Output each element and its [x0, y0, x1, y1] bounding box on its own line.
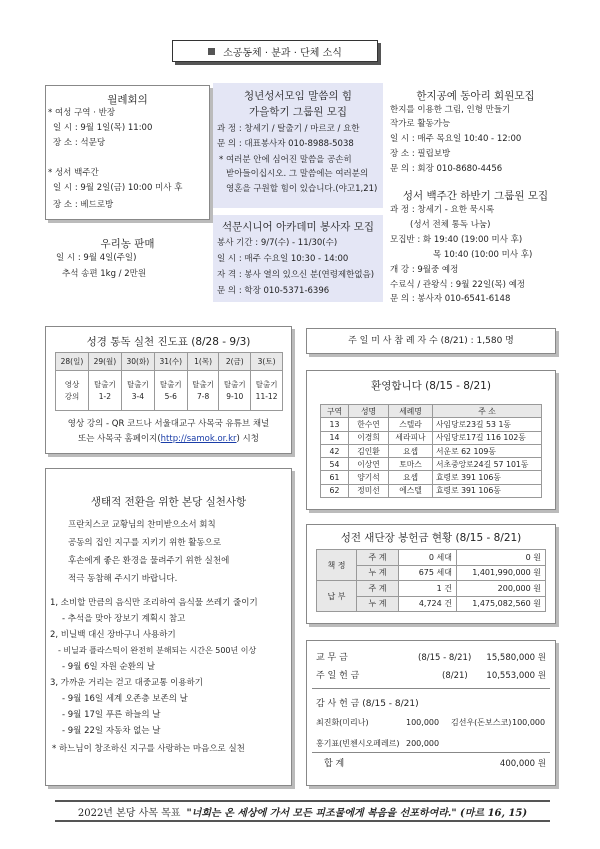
- senior-academy-period: 봉사 기간 : 9/7(수) - 11/30(수): [217, 238, 338, 248]
- meeting-group-2: * 성서 백주간: [48, 168, 99, 178]
- table-row: 62 정미선 에스텔 효령로 391 106동: [321, 484, 542, 497]
- eco-item-7: - 9월 16일 세계 오존층 보존의 날: [62, 694, 188, 704]
- progress-header: 3(토): [251, 353, 283, 371]
- table-row: 13 한수연 스텔라 사임당로23길 53 1동: [321, 418, 542, 431]
- progress-header: 29(월): [88, 353, 121, 371]
- welcome-header: 세례명: [389, 405, 433, 418]
- bible-100-recruit-2: 목 10:40 (10:00 미사 후): [433, 250, 533, 260]
- eco-item-3: 2, 비닐백 대신 장바구니 사용하기: [50, 630, 176, 640]
- eco-intro-4: 적극 동참해 주시기 바랍니다.: [68, 574, 178, 584]
- youth-bible-subtitle: 가을학기 그룹원 모집: [249, 106, 347, 118]
- thanks-offering-title: 감 사 헌 금 (8/15 - 8/21): [316, 699, 419, 709]
- section-title: 소공동체 · 분과 · 단체 소식: [223, 47, 342, 59]
- monthly-meeting-title: 월례회의: [107, 94, 148, 106]
- youth-bible-note-2: 받아들이십시오. 그 말씀에는 여러분의: [226, 169, 369, 179]
- hanji-club-contact: 문 의 : 회장 010-8680-4456: [390, 164, 503, 174]
- eco-panel: [45, 468, 292, 786]
- parish-dues-amount: 15,580,000 원: [486, 653, 546, 663]
- meeting-group-2-place: 장 소 : 베드로방: [53, 200, 114, 210]
- progress-header: 31(수): [154, 353, 187, 371]
- meeting-group-2-date: 일 시 : 9월 2일(금) 10:00 미사 후: [53, 183, 183, 193]
- bible-progress-note-2: 또는 사목국 홈페이지(http://samok.or.kr) 시청: [78, 434, 259, 444]
- welcome-table: [320, 404, 542, 498]
- table-row: 14 이경희 세라피나 사임당로17길 116 102동: [321, 431, 542, 444]
- thanks-donor-3-amount: 200,000: [406, 739, 440, 748]
- thanks-donor-1-amount: 100,000: [406, 718, 440, 727]
- senior-academy-contact: 문 의 : 학장 010-5371-6396: [217, 286, 330, 296]
- table-row: 책 정 주 계 0 세대 0 원: [317, 550, 546, 566]
- hanji-club-place: 장 소 : 필립보방: [390, 149, 451, 159]
- thanks-donor-3-name: 홍기표(빈첸시오페레르): [316, 739, 400, 748]
- hanji-club-time: 일 시 : 매주 목요일 10:40 - 12:00: [390, 134, 522, 144]
- wheat-sale-date: 일 시 : 9월 4일(주일): [56, 253, 137, 263]
- mass-attendance-label: 주 일 미 사 참 례 자 수 (8/21) : 1,580 명: [348, 336, 514, 346]
- senior-academy-time: 일 시 : 매주 수요일 10:30 - 14:00: [217, 254, 349, 264]
- wheat-sale-title: 우리농 판매: [100, 238, 155, 250]
- construction-fund-table: [316, 549, 546, 612]
- welcome-title: 환영합니다 (8/15 - 8/21): [371, 380, 491, 392]
- progress-cell: 탈출기 5-6: [154, 371, 187, 411]
- eco-intro-1: 프란치스코 교황님의 찬미받으소서 회칙: [68, 520, 216, 530]
- eco-item-8: - 9월 17일 푸른 하늘의 날: [62, 710, 161, 720]
- header-bullet-icon: [208, 48, 215, 55]
- samok-link[interactable]: http://samok.or.kr: [160, 434, 237, 444]
- bible-progress-note-1: 영상 강의 - QR 코드나 서울대교구 사목국 유튜브 채널: [67, 419, 270, 429]
- welcome-header: 성명: [349, 405, 389, 418]
- total-divider: [312, 752, 550, 753]
- bible-100-recruit-1: 모집반 : 화 19:40 (19:00 미사 후): [390, 235, 523, 245]
- bible-progress-title: 성경 통독 실천 진도표 (8/28 - 9/3): [86, 336, 251, 348]
- sunday-offering-amount: 10,553,000 원: [486, 671, 546, 681]
- footer-quote: "너희는 온 세상에 가서 모든 피조물에게 복음을 선포하여라." (마르 16, 15): [186, 807, 528, 819]
- meeting-group-1: * 여성 구역 · 반장: [48, 108, 116, 118]
- bible-100-course-2: (성서 전체 통독 나눔): [410, 220, 491, 230]
- progress-cell: 탈출기 7-8: [187, 371, 219, 411]
- bible-100-title: 성서 백주간 하반기 그룹원 모집: [402, 190, 549, 202]
- eco-item-1: 1, 소비할 만큼의 음식만 조리하여 음식물 쓰레기 줄이기: [50, 598, 258, 608]
- construction-fund-title: 성전 새단장 봉헌금 현황 (8/15 - 8/21): [340, 532, 522, 544]
- progress-cell: 탈출기 11-12: [251, 371, 283, 411]
- senior-academy-qual: 자 격 : 봉사 열의 있으신 분(연령제한없음): [217, 270, 375, 280]
- progress-header: 1(목): [187, 353, 219, 371]
- table-row: 54 이상연 토마스 서초중앙로24길 57 101동: [321, 458, 542, 471]
- sunday-offering-period: (8/21): [442, 671, 468, 681]
- progress-cell: 탈출기 1-2: [88, 371, 121, 411]
- progress-cell: 영상 강의: [56, 371, 89, 411]
- youth-bible-note-1: * 여러분 안에 심어진 말씀을 공손히: [219, 155, 352, 165]
- youth-bible-course: 과 정 : 창세기 / 탈출기 / 마르코 / 요한: [217, 124, 360, 134]
- progress-header: 30(화): [121, 353, 154, 371]
- progress-header: 2(금): [219, 353, 251, 371]
- table-row: 누 계 675 세대 1,401,990,000 원: [317, 565, 546, 581]
- thanks-donor-2-name: 김선우(돈보스코): [451, 718, 512, 727]
- table-row: 42 김인환 요셉 서운로 62 109동: [321, 444, 542, 457]
- progress-cell: 탈출기 3-4: [121, 371, 154, 411]
- bible-100-course: 과 정 : 창세기 - 요한 묵시록: [390, 205, 495, 215]
- thanks-donor-1-name: 최진화(미리나): [316, 718, 369, 727]
- meeting-group-1-place: 장 소 : 석문당: [53, 138, 106, 148]
- progress-header: 28(일): [56, 353, 89, 371]
- bible-100-contact: 문 의 : 봉사자 010-6541-6148: [390, 294, 511, 304]
- total-amount: 400,000 원: [499, 759, 546, 769]
- sunday-offering-label: 주 일 헌 금: [316, 671, 360, 681]
- eco-item-10: * 하느님이 창조하신 지구를 사랑하는 마음으로 실천: [52, 744, 245, 754]
- welcome-header: 구역: [321, 405, 349, 418]
- eco-item-6: 3, 가까운 거리는 걷고 대중교통 이용하기: [50, 678, 203, 688]
- hanji-club-title: 한지공예 동아리 회원모집: [416, 90, 535, 102]
- progress-cell: 탈출기 9-10: [219, 371, 251, 411]
- senior-academy-title: 석문시니어 아카데미 봉사자 모집: [221, 221, 374, 233]
- wheat-sale-item: 추석 송편 1kg / 2만원: [62, 269, 147, 279]
- bible-100-orientation: 수료식 / 관왕식 : 9월 22일(목) 예정: [390, 280, 526, 290]
- bible-progress-table: [55, 352, 283, 411]
- table-row: 납 부 주 계 1 건 200,000 원: [317, 581, 546, 597]
- eco-item-4: - 비닐과 플라스틱이 완전히 분해되는 시간은 500년 이상: [58, 646, 257, 655]
- footer-prefix: 2022년 본당 사목 목표: [77, 807, 181, 819]
- eco-item-5: - 9월 6일 자원 순환의 날: [62, 662, 156, 672]
- eco-item-2: - 추석을 맞아 장보기 계획시 참고: [62, 614, 186, 624]
- hanji-club-desc-2: 작가로 활동가능: [390, 119, 451, 129]
- bible-100-opening: 개 강 : 9월중 예정: [390, 265, 459, 275]
- eco-intro-2: 공동의 집인 지구를 지키기 위한 활동으로: [68, 538, 222, 548]
- youth-bible-title: 청년성서모임 말씀의 힘: [243, 90, 353, 102]
- section-header: [172, 40, 378, 62]
- meeting-group-1-date: 일 시 : 9월 1일(목) 11:00: [53, 123, 153, 133]
- hanji-club-desc-1: 한지를 이용한 그림, 인형 만들기: [390, 105, 511, 115]
- welcome-header: 주 소: [433, 405, 542, 418]
- eco-item-9: - 9월 22일 자동차 없는 날: [62, 726, 161, 736]
- youth-bible-contact: 문 의 : 대표봉사자 010-8988-5038: [217, 139, 354, 149]
- offerings-divider: [312, 688, 550, 689]
- thanks-donor-2-amount: 100,000: [512, 718, 546, 727]
- youth-bible-note-3: 영혼을 구원할 힘이 있습니다.(야고1,21): [226, 184, 378, 194]
- eco-title: 생태적 전환을 위한 본당 실천사항: [90, 496, 247, 508]
- table-row: 61 양기석 요셉 효령로 391 106동: [321, 471, 542, 484]
- table-row: 누 계 4,724 건 1,475,082,560 원: [317, 596, 546, 612]
- total-label: 합 계: [324, 759, 345, 769]
- parish-dues-period: (8/15 - 8/21): [418, 653, 472, 663]
- parish-dues-label: 교 무 금: [316, 653, 348, 663]
- footer-banner: [55, 800, 550, 822]
- eco-intro-3: 후손에게 좋은 환경을 물려주기 위한 실천에: [68, 556, 230, 566]
